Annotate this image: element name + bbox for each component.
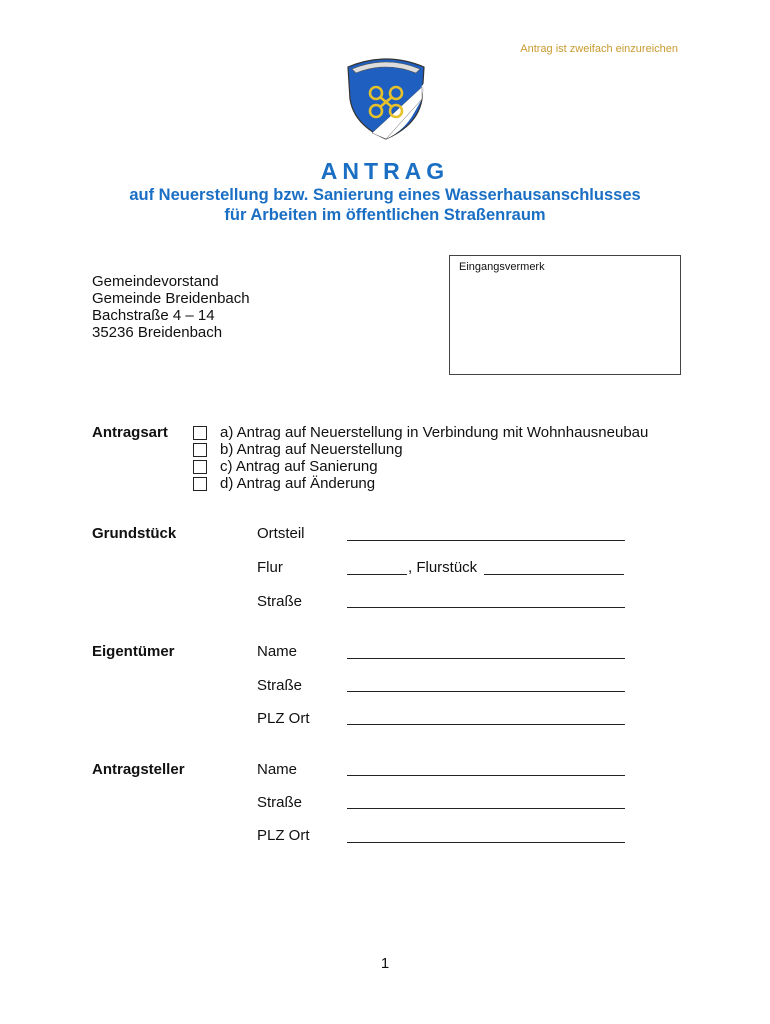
antragsteller-strasse-label: Straße [257,794,303,811]
submission-notice: Antrag ist zweifach einzureichen [520,43,678,55]
ortsteil-field[interactable] [347,540,625,541]
eigentuemer-strasse-label: Straße [257,677,303,694]
antragsart-label: Antragsart [92,424,168,441]
checkbox-c[interactable] [193,460,207,474]
grundstueck-strasse-label: Straße [257,593,303,610]
antragsart-option-d[interactable] [193,475,375,492]
ortsteil-label: Ortsteil [257,525,305,542]
form-subtitle-line-1: auf Neuerstellung bzw. Sanierung eines Wasserhausanschlusses [129,186,641,204]
eigentuemer-label: Eigentümer [92,643,175,660]
flur-field[interactable] [347,574,407,575]
antragsteller-name-label: Name [257,761,298,778]
antragsteller-strasse-field[interactable] [347,808,625,809]
recipient-line: Gemeinde Breidenbach [92,290,250,307]
coat-of-arms-icon [342,53,430,141]
option-b-label: b) Antrag auf Neuerstellung [220,441,403,458]
antragsteller-plz-ort-field[interactable] [347,842,625,843]
antragsteller-name-field[interactable] [347,775,625,776]
eigentuemer-plz-ort-label: PLZ Ort [257,710,310,727]
checkbox-d[interactable] [193,477,207,491]
receipt-stamp-box [449,255,681,375]
eigentuemer-strasse-field[interactable] [347,691,625,692]
eigentuemer-plz-ort-field[interactable] [347,724,625,725]
grundstueck-strasse-field[interactable] [347,607,625,608]
recipient-line: Gemeindevorstand [92,273,219,290]
recipient-address [92,273,250,341]
recipient-line: Bachstraße 4 – 14 [92,307,215,324]
option-a-label: a) Antrag auf Neuerstellung in Verbindung mit Wohnhausneubau [220,424,649,441]
receipt-stamp-label: Eingangsvermerk [459,261,545,273]
option-c-label: c) Antrag auf Sanierung [220,458,378,475]
page-number: 1 [380,955,390,972]
antragsart-option-a[interactable] [193,424,648,441]
option-d-label: d) Antrag auf Änderung [220,475,376,492]
eigentuemer-name-field[interactable] [347,658,625,659]
antragsteller-label: Antragsteller [92,761,185,778]
recipient-line: 35236 Breidenbach [92,324,223,341]
flurstueck-field[interactable] [484,574,624,575]
flur-label: Flur [257,559,283,576]
checkbox-b[interactable] [193,443,207,457]
checkbox-a[interactable] [193,426,207,440]
form-subtitle-line-2: für Arbeiten im öffentlichen Straßenraum [224,206,546,224]
eigentuemer-name-label: Name [257,643,298,660]
antragsart-option-b[interactable] [193,441,403,458]
grundstueck-label: Grundstück [92,525,177,542]
flurstueck-label: , Flurstück [408,559,478,576]
antragsteller-plz-ort-label: PLZ Ort [257,827,310,844]
antragsart-option-c[interactable] [193,458,378,475]
form-title: ANTRAG [320,158,450,184]
